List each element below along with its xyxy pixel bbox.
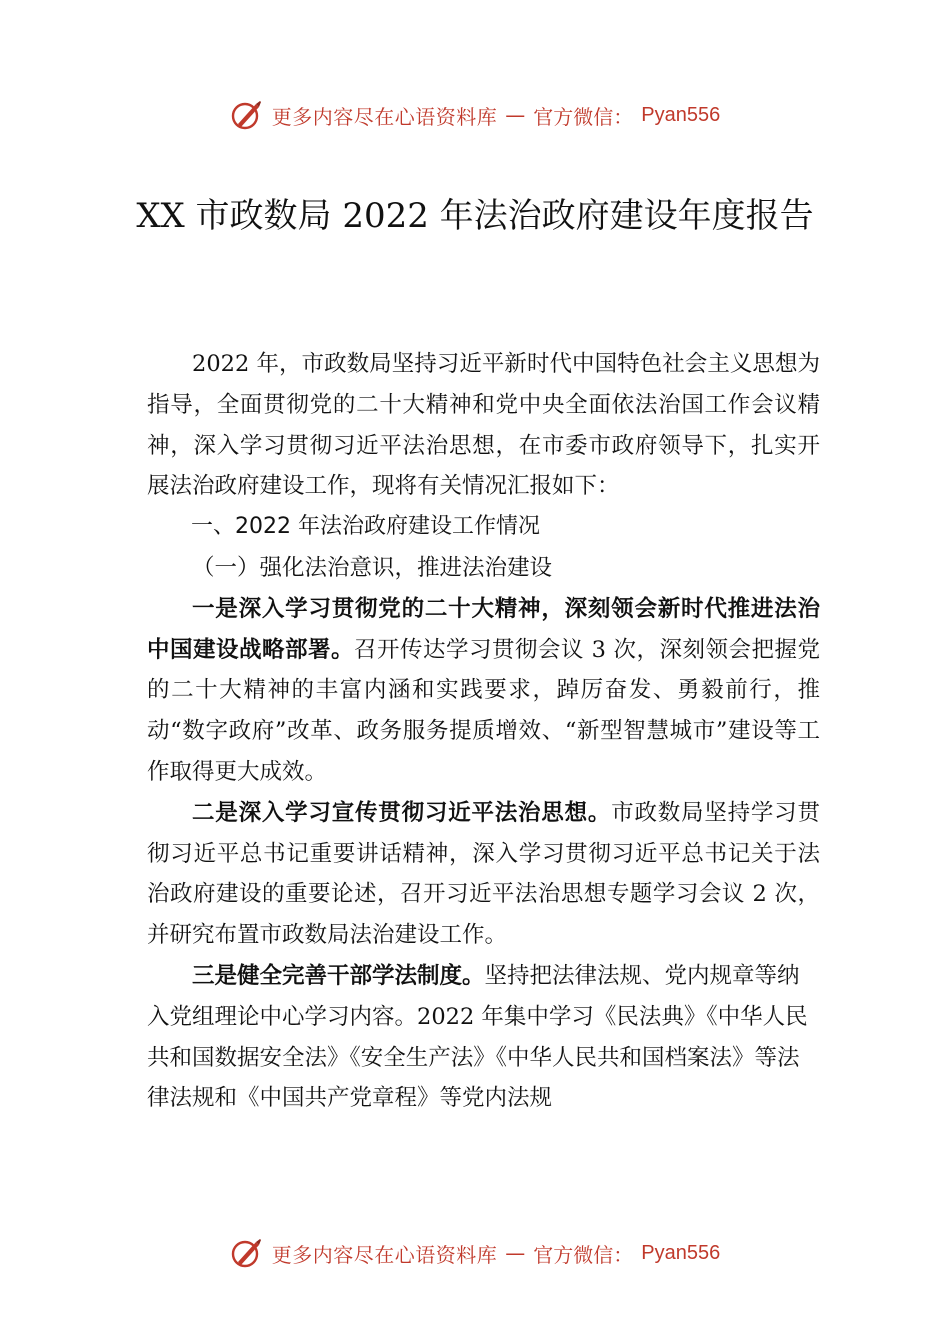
- pen-logo-icon: [230, 1236, 264, 1270]
- intro-paragraph: 2022 年，市政数局坚持习近平新时代中国特色社会主义思想为指导，全面贯彻党的二十大精神和党中央全面依法治国工作会议精神，深入学习贯彻习近平法治思想，在市委市政府领导下，扎实开展法治政府建设工作，现将有关情况汇报如下：: [147, 351, 820, 500]
- watermark-separator: —: [505, 103, 526, 127]
- watermark-banner-bottom: [0, 1233, 950, 1273]
- watermark-text: 更多内容尽在心语资料库: [271, 104, 498, 129]
- item-1-text: 召开传达学习贯彻会议 3 次，深刻领会把握党的二十大精神的丰富内涵和实践要求，踔厉奋发、勇毅前行，推动“数字政府”改革、政务服务提质增效、“新型智慧城市”建设等工作取得更大成效。: [147, 636, 820, 785]
- document-title: XX 市政数局 2022 年法治政府建设年度报告: [136, 196, 814, 236]
- document-body: [147, 344, 820, 1119]
- item-paragraph-3: [147, 956, 820, 1119]
- subsection-heading: （一）强化法治意识，推进法治建设: [192, 554, 553, 581]
- watermark-channel: 官方微信：: [533, 104, 634, 129]
- section-heading: 一、2022 年法治政府建设工作情况: [191, 514, 540, 540]
- item-2-lead: 二是深入学习宣传贯彻习近平法治思想。: [192, 799, 612, 826]
- item-3-text: 坚持把法律法规、党内规章等纳入党组理论中心学习内容。2022 年集中学习《民法典》《中华人民共和国数据安全法》《安全生产法》《中华人民共和国档案法》等法律法规和《中国共产党章程》等党内法规: [147, 962, 808, 1112]
- pen-logo-icon: [230, 98, 264, 132]
- item-paragraph-2: [147, 793, 820, 956]
- watermark-id: Pyan556: [641, 1241, 721, 1264]
- item-paragraph-1: [147, 589, 820, 793]
- item-2-text: 市政数局坚持学习贯彻习近平总书记重要讲话精神，深入学习贯彻习近平总书记关于法治政府建设的重要论述，召开习近平法治思想专题学习会议 2 次，并研究布置市政数局法治建设工作。: [147, 799, 820, 949]
- watermark-text: 更多内容尽在心语资料库: [271, 1242, 498, 1267]
- watermark-separator: —: [505, 1241, 526, 1265]
- item-1-lead: 一是深入学习贯彻党的二十大精神，深刻领会新时代推进法治中国建设战略部署。: [147, 595, 820, 663]
- item-3-lead: 三是健全完善干部学法制度。: [192, 962, 485, 989]
- watermark-channel: 官方微信：: [533, 1242, 634, 1267]
- watermark-id: Pyan556: [641, 103, 721, 126]
- watermark-banner-top: [0, 95, 950, 135]
